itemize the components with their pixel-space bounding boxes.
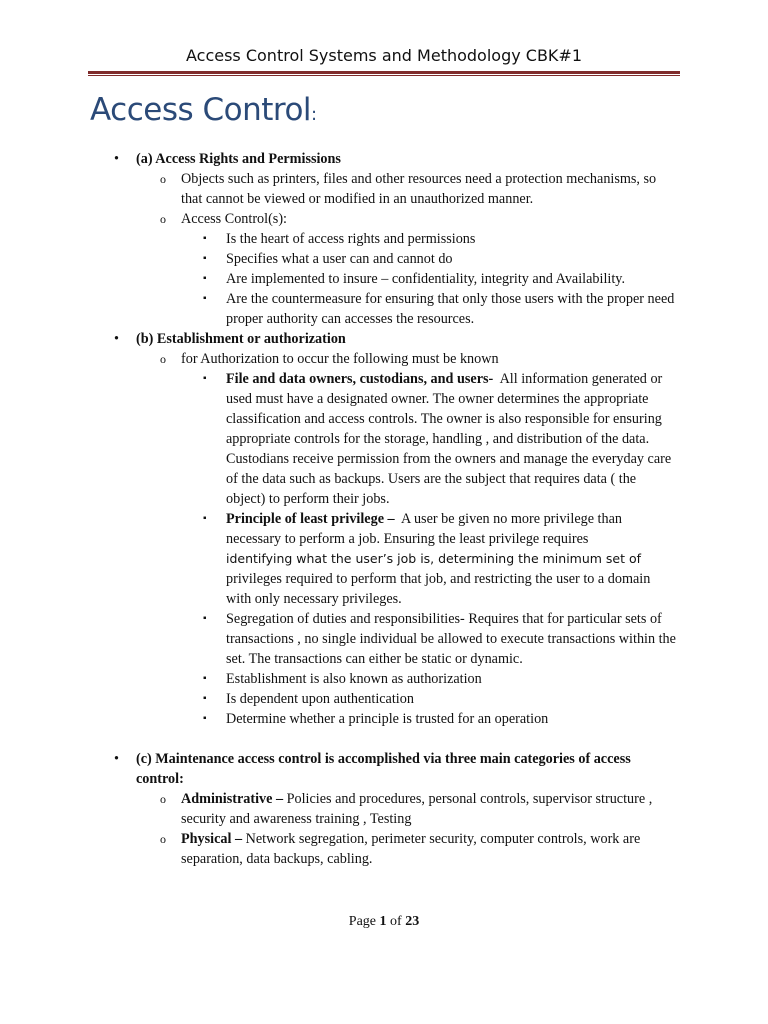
circle-bullet-icon: o [160, 172, 166, 186]
owners-label: File and data owners, custodians, and users- [226, 371, 494, 387]
list-item [0, 609, 768, 669]
header-rule-thick [88, 71, 680, 74]
dependent-text: Is dependent upon authentication [226, 691, 414, 707]
section-a-item1: Objects such as printers, files and other resources need a protection mechanisms, so that cannot be viewed or modified in an unauthorized manner. [181, 171, 657, 207]
of-word: of [390, 914, 402, 929]
administrative-text: Policies and procedures, personal controls, supervisor structure , security and awareness training , Testing [181, 791, 653, 827]
square-bullet-icon: ▪ [203, 513, 207, 524]
list-item [0, 289, 768, 329]
section-a-title: (a) Access Rights and Permissions [136, 151, 341, 167]
list-item [0, 229, 768, 249]
section-a-sub2: Specifies what a user can and cannot do [226, 251, 453, 267]
title-text: Access Control [90, 92, 312, 128]
list-item [0, 349, 768, 369]
square-bullet-icon: ▪ [203, 713, 207, 724]
least-privilege-text3: privileges required to perform that job, and restricting the user to a domain with only necessary privileges. [226, 571, 651, 607]
square-bullet-icon: ▪ [203, 373, 207, 384]
header-rule-thin [88, 75, 680, 76]
segregation-text: Segregation of duties and responsibilities- Requires that for particular sets of transactions , no single individual be allowed to execute transactions within the set. The transactions can either be static or dynamic. [226, 611, 676, 667]
physical-text: Network segregation, perimeter security, computer controls, work are separation, data backups, cabling. [181, 831, 641, 867]
list-item [0, 789, 768, 829]
circle-bullet-icon: o [160, 212, 166, 226]
section-b-title: (b) Establishment or authorization [136, 331, 346, 347]
physical-label: Physical – [181, 831, 243, 847]
section-b-item1: for Authorization to occur the following must be known [181, 351, 499, 367]
section-b [0, 329, 768, 349]
page-header: Access Control Systems and Methodology CBK#1 [185, 46, 583, 65]
page-title [90, 92, 317, 128]
list-item [0, 829, 768, 869]
section-a-sub4: Are the countermeasure for ensuring that only those users with the proper need proper authority can accesses the resources. [226, 291, 675, 327]
list-item [0, 709, 768, 729]
determine-text: Determine whether a principle is trusted for an operation [226, 711, 549, 727]
section-a [0, 149, 768, 169]
administrative-label: Administrative – [181, 791, 284, 807]
least-privilege-text2: identifying what the user’s job is, determining the minimum set of [226, 551, 642, 566]
square-bullet-icon: ▪ [203, 613, 207, 624]
title-colon: : [311, 104, 317, 125]
list-item [0, 689, 768, 709]
section-a-sub1: Is the heart of access rights and permissions [226, 231, 476, 247]
circle-bullet-icon: o [160, 832, 166, 846]
bullet-icon: • [114, 151, 119, 167]
section-a-item2: Access Control(s): [181, 211, 287, 227]
owners-text: All information generated or used must have a designated owner. The owner determines the appropriate classification and access controls. The owner is also responsible for ensuring appropriate controls for the storage, handling , and distribution of the data. Custodians receive permission from the owners and manage the everyday care of the data such as backups. Users are the subject that requires data ( the object) to perform their jobs. [226, 371, 672, 507]
square-bullet-icon: ▪ [203, 693, 207, 704]
page-footer [0, 914, 768, 930]
bullet-icon: • [114, 751, 119, 767]
section-c [0, 749, 768, 789]
spacer [0, 729, 768, 749]
list-item [0, 249, 768, 269]
establishment-text: Establishment is also known as authorization [226, 671, 482, 687]
square-bullet-icon: ▪ [203, 293, 207, 304]
least-privilege-label: Principle of least privilege – [226, 511, 395, 527]
least-privilege-text1: A user be given no more privilege than necessary to perform a job. Ensuring the least privilege requires [226, 511, 622, 547]
list-item [0, 169, 768, 209]
circle-bullet-icon: o [160, 792, 166, 806]
list-item [0, 509, 768, 609]
bullet-icon: • [114, 331, 119, 347]
section-a-sub3: Are implemented to insure – confidentiality, integrity and Availability. [226, 271, 625, 287]
square-bullet-icon: ▪ [203, 253, 207, 264]
page-number: 1 [379, 914, 387, 929]
list-item [0, 369, 768, 509]
list-item [0, 269, 768, 289]
list-item [0, 209, 768, 229]
page-word: Page [348, 914, 377, 929]
square-bullet-icon: ▪ [203, 233, 207, 244]
circle-bullet-icon: o [160, 352, 166, 366]
page-total: 23 [405, 914, 420, 929]
square-bullet-icon: ▪ [203, 673, 207, 684]
list-item [0, 669, 768, 689]
section-c-title: (c) Maintenance access control is accomplished via three main categories of access control: [136, 751, 631, 787]
square-bullet-icon: ▪ [203, 273, 207, 284]
document-body [0, 149, 768, 869]
